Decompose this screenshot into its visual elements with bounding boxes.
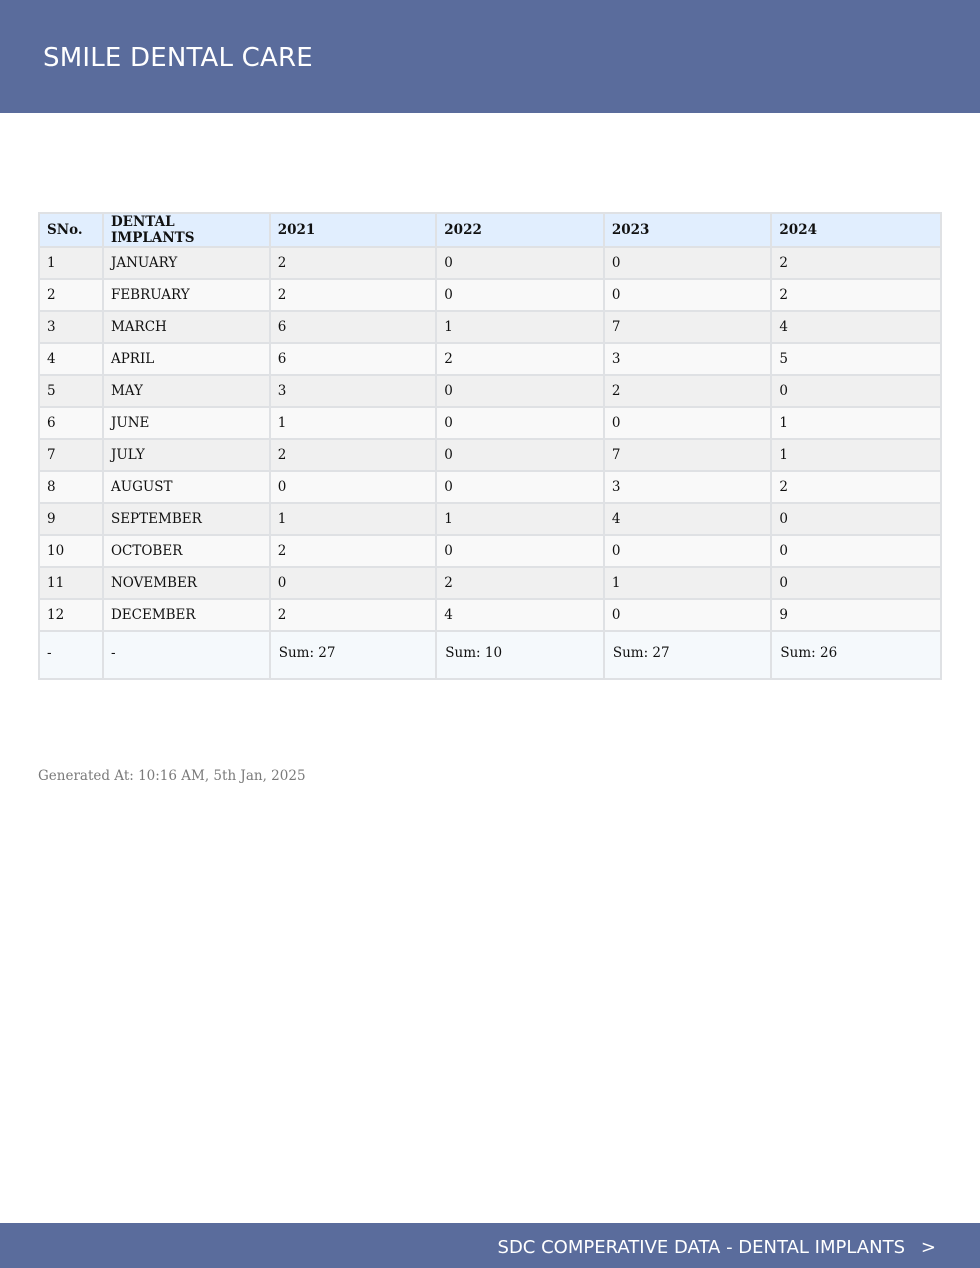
table-cell: 11	[39, 567, 103, 599]
table-cell: 0	[604, 535, 772, 567]
table-cell: 0	[771, 535, 941, 567]
sum-placeholder-cell: -	[39, 631, 103, 679]
table-cell: 1	[771, 439, 941, 471]
table-sum-row	[39, 631, 941, 679]
page-footer	[0, 1223, 980, 1268]
sum-2022: Sum: 10	[436, 631, 604, 679]
table-cell: 3	[39, 311, 103, 343]
table-cell: NOVEMBER	[103, 567, 270, 599]
table-row	[39, 439, 941, 471]
table-cell: 4	[436, 599, 604, 631]
table-cell: 0	[436, 407, 604, 439]
table-cell: 0	[771, 503, 941, 535]
sum-placeholder-cell: -	[103, 631, 270, 679]
table-cell: 2	[270, 599, 437, 631]
table-cell: 2	[270, 535, 437, 567]
table-row	[39, 471, 941, 503]
table-row	[39, 279, 941, 311]
table-cell: 2	[270, 247, 437, 279]
table-cell: AUGUST	[103, 471, 270, 503]
table-cell: 2	[604, 375, 772, 407]
table-cell: 0	[436, 471, 604, 503]
table-cell: 12	[39, 599, 103, 631]
table-cell: 3	[604, 343, 772, 375]
column-header-sno: SNo.	[39, 213, 103, 247]
table-row	[39, 247, 941, 279]
table-cell: 0	[604, 407, 772, 439]
table-cell: 0	[436, 375, 604, 407]
table-cell: 6	[39, 407, 103, 439]
table-cell: 5	[39, 375, 103, 407]
table-cell: 0	[270, 567, 437, 599]
table-cell: 7	[39, 439, 103, 471]
table-cell: 9	[771, 599, 941, 631]
table-cell: 5	[771, 343, 941, 375]
table-cell: SEPTEMBER	[103, 503, 270, 535]
table-cell: 3	[270, 375, 437, 407]
table-cell: 0	[436, 279, 604, 311]
table-cell: 0	[604, 247, 772, 279]
table-cell: 4	[771, 311, 941, 343]
table-cell: 3	[604, 471, 772, 503]
table-cell: 2	[771, 471, 941, 503]
table-cell: 1	[39, 247, 103, 279]
table-cell: 7	[604, 311, 772, 343]
table-cell: 2	[436, 343, 604, 375]
table-cell: 8	[39, 471, 103, 503]
table-row	[39, 343, 941, 375]
table-cell: 2	[39, 279, 103, 311]
generated-timestamp: Generated At: 10:16 AM, 5th Jan, 2025	[38, 768, 306, 784]
table-cell: 0	[604, 279, 772, 311]
table-cell: JUNE	[103, 407, 270, 439]
table-cell: 2	[270, 279, 437, 311]
table-cell: 6	[270, 343, 437, 375]
column-header-dental-implants: DENTAL IMPLANTS	[103, 213, 270, 247]
table-cell: 0	[604, 599, 772, 631]
table-cell: OCTOBER	[103, 535, 270, 567]
table-header-row	[39, 213, 941, 247]
table-cell: APRIL	[103, 343, 270, 375]
column-header-2021: 2021	[270, 213, 437, 247]
table-cell: 2	[270, 439, 437, 471]
table-row	[39, 535, 941, 567]
table-cell: MAY	[103, 375, 270, 407]
table-row	[39, 599, 941, 631]
table-cell: 6	[270, 311, 437, 343]
table-cell: 1	[436, 311, 604, 343]
page-header	[0, 0, 980, 113]
sum-2024: Sum: 26	[771, 631, 941, 679]
table-cell: JANUARY	[103, 247, 270, 279]
table-row	[39, 311, 941, 343]
table-cell: 2	[771, 279, 941, 311]
table-cell: 1	[604, 567, 772, 599]
table-cell: JULY	[103, 439, 270, 471]
column-header-2023: 2023	[604, 213, 772, 247]
table-cell: 1	[771, 407, 941, 439]
table-cell: 0	[771, 567, 941, 599]
sum-2023: Sum: 27	[604, 631, 772, 679]
sum-2021: Sum: 27	[270, 631, 437, 679]
footer-title: SDC COMPERATIVE DATA - DENTAL IMPLANTS	[497, 1237, 905, 1258]
table-cell: 0	[771, 375, 941, 407]
table-cell: 2	[771, 247, 941, 279]
table-cell: 1	[270, 503, 437, 535]
chevron-right-icon[interactable]: >	[920, 1237, 936, 1258]
table-cell: DECEMBER	[103, 599, 270, 631]
table-row	[39, 375, 941, 407]
table-cell: 1	[436, 503, 604, 535]
table-cell: 0	[436, 535, 604, 567]
page-title: SMILE DENTAL CARE	[43, 43, 313, 73]
dental-implants-table	[38, 212, 942, 680]
table-row	[39, 567, 941, 599]
table-row	[39, 407, 941, 439]
table-cell: 9	[39, 503, 103, 535]
table-cell: 0	[270, 471, 437, 503]
table-cell: 4	[39, 343, 103, 375]
column-header-2024: 2024	[771, 213, 941, 247]
table-cell: 10	[39, 535, 103, 567]
table-cell: 0	[436, 439, 604, 471]
table-cell: 1	[270, 407, 437, 439]
table-cell: 7	[604, 439, 772, 471]
table-cell: 4	[604, 503, 772, 535]
table-cell: 2	[436, 567, 604, 599]
table-cell: FEBRUARY	[103, 279, 270, 311]
column-header-2022: 2022	[436, 213, 604, 247]
table-cell: 0	[436, 247, 604, 279]
table-cell: MARCH	[103, 311, 270, 343]
table-row	[39, 503, 941, 535]
